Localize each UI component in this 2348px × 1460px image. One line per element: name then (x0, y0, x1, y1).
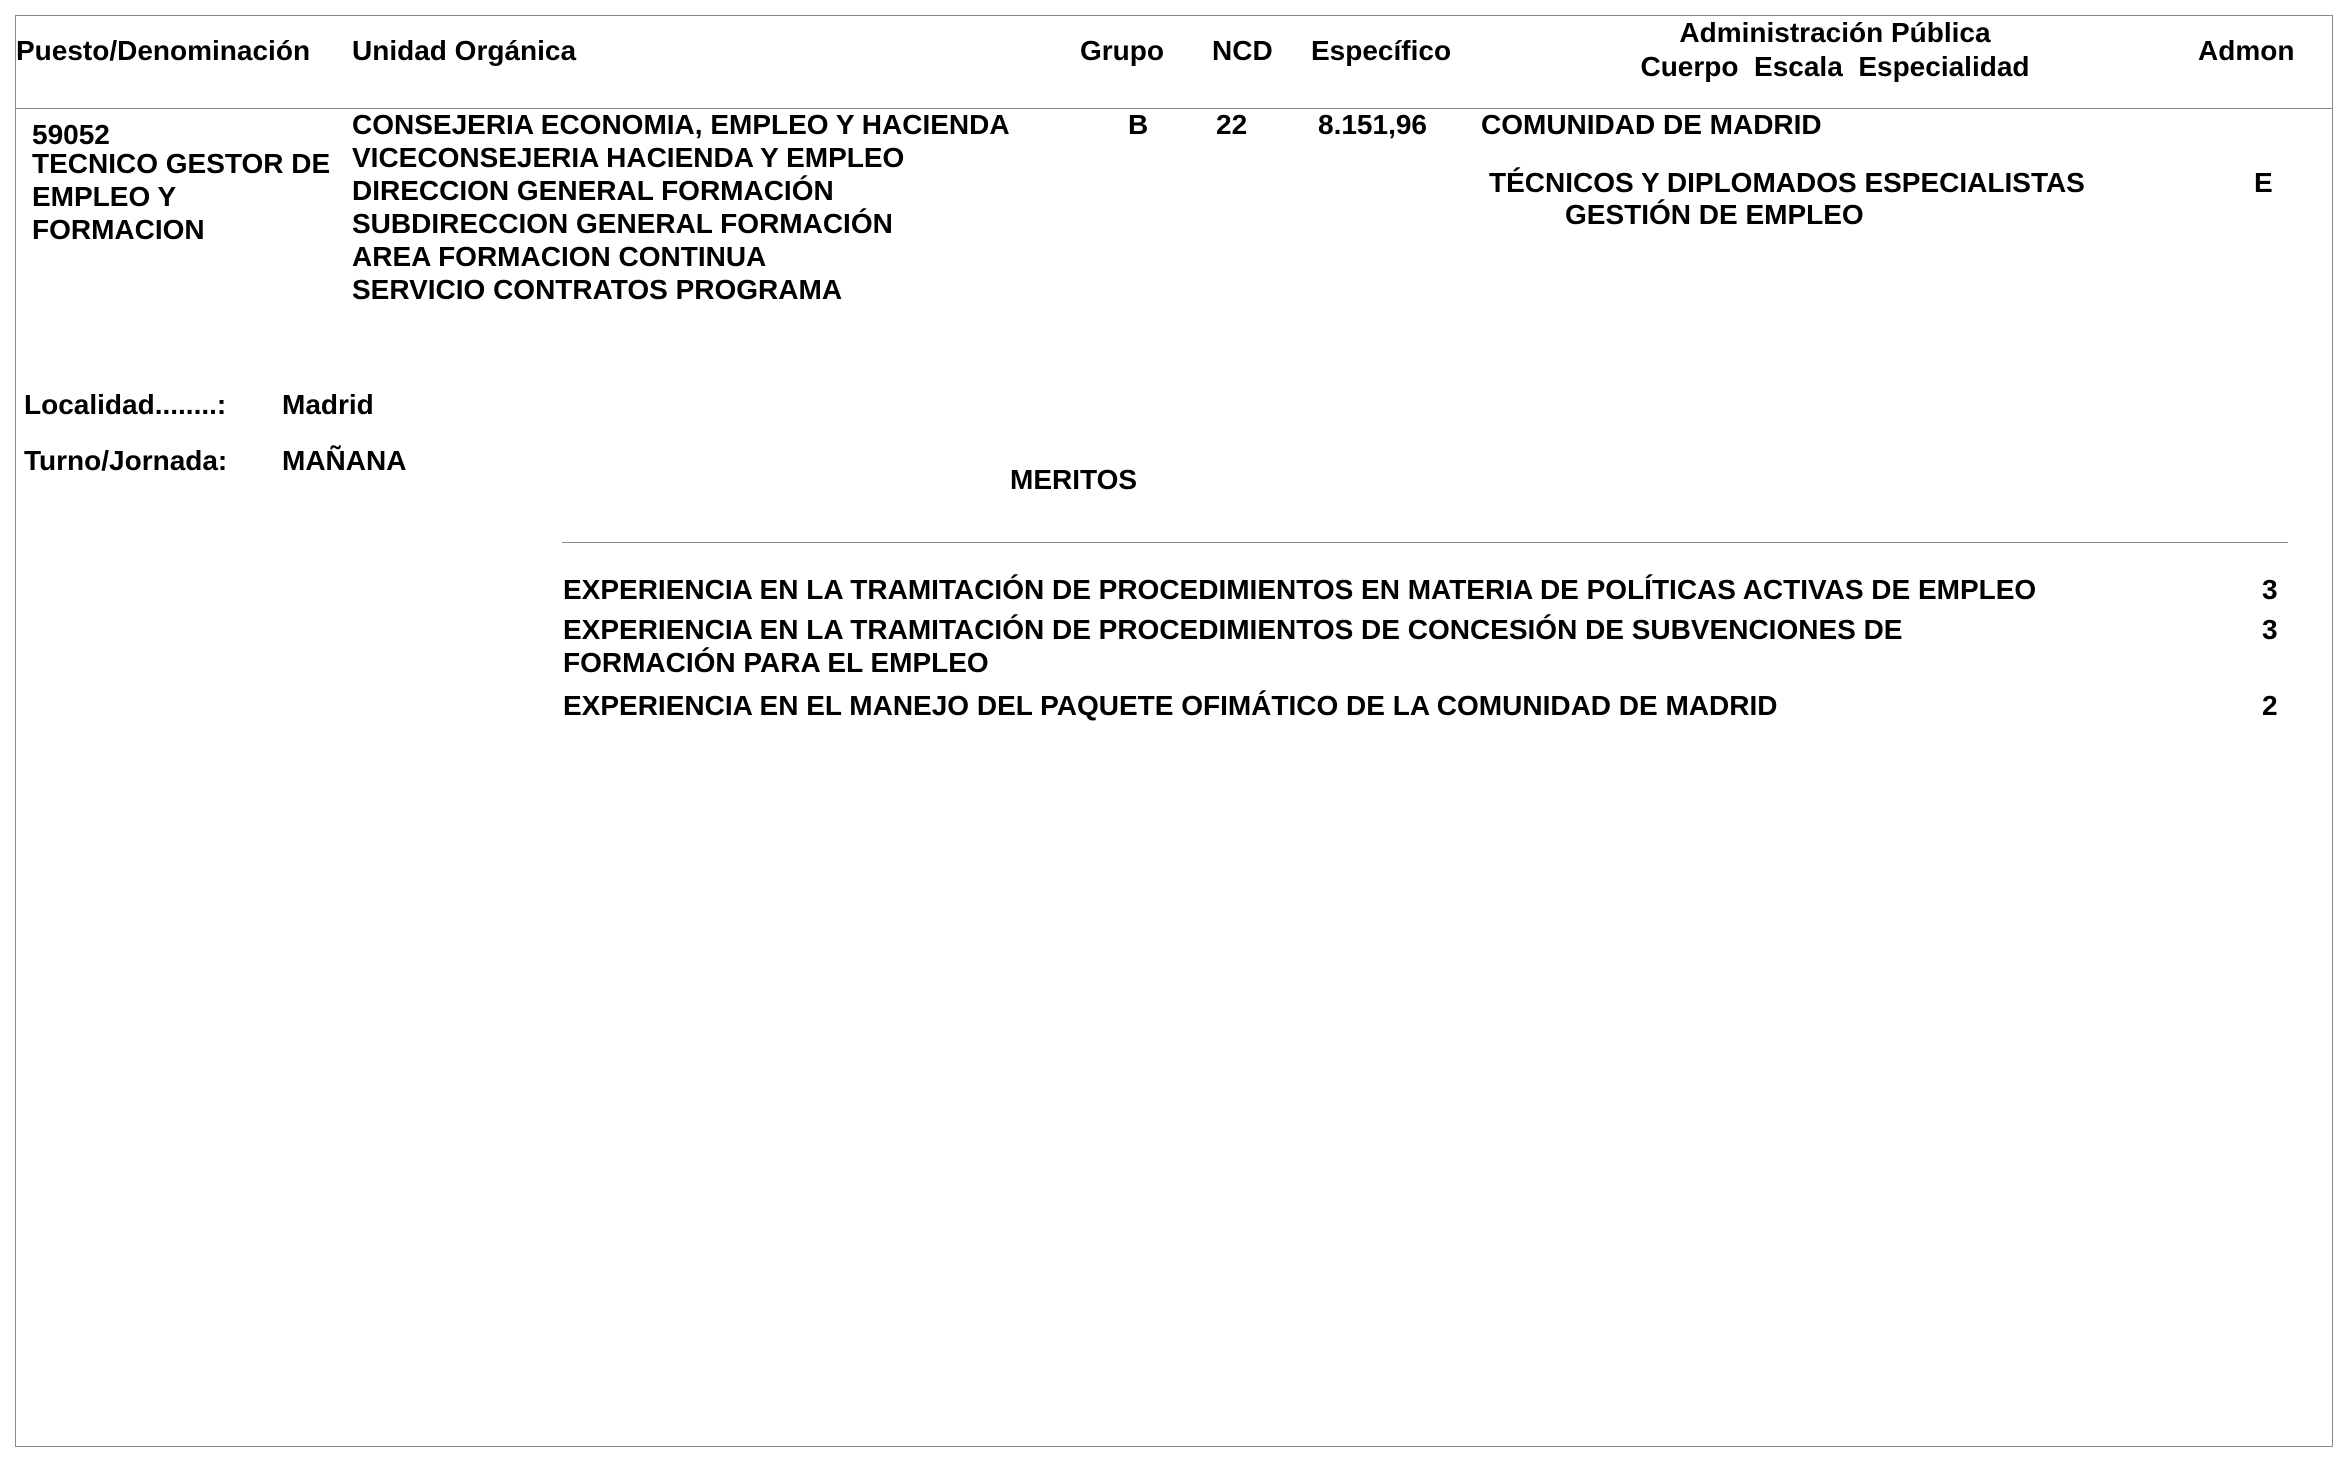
header-admin-publica: Administración Pública (1679, 17, 1991, 48)
header-especifico: Específico (1311, 35, 1452, 66)
denominacion-line: TECNICO GESTOR DE (32, 148, 331, 179)
localidad-label: Localidad........: (24, 389, 227, 420)
especialidad-value: GESTIÓN DE EMPLEO (1565, 199, 1864, 230)
unidad-line: VICECONSEJERIA HACIENDA Y EMPLEO (352, 142, 905, 173)
merito-item: EXPERIENCIA EN LA TRAMITACIÓN DE PROCEDIMIENTOS EN MATERIA DE POLÍTICAS ACTIVAS DE EMPLEO (563, 574, 2037, 605)
administracion-value: COMUNIDAD DE MADRID (1481, 109, 1822, 140)
turno-value: MAÑANA (282, 445, 407, 476)
merito-points: 3 (2262, 614, 2278, 645)
denominacion-line: FORMACION (32, 214, 205, 245)
merito-item: EXPERIENCIA EN EL MANEJO DEL PAQUETE OFIMÁTICO DE LA COMUNIDAD DE MADRID (563, 690, 1778, 721)
unidad-line: DIRECCION GENERAL FORMACIÓN (352, 175, 834, 206)
unidad-line: CONSEJERIA ECONOMIA, EMPLEO Y HACIENDA (352, 109, 1010, 140)
unidad-organica (352, 108, 1010, 306)
ncd-value: 22 (1216, 109, 1248, 140)
header-ncd: NCD (1212, 35, 1273, 66)
header-cuerpo-escala: Cuerpo Escala Especialidad (1640, 51, 2030, 82)
header-grupo: Grupo (1080, 35, 1164, 66)
especifico-value: 8.151,96 (1318, 109, 1427, 140)
admon-value: E (2254, 167, 2273, 198)
meritos-divider (562, 542, 2288, 543)
puesto-codigo: 59052 (32, 119, 110, 150)
merito-line: FORMACIÓN PARA EL EMPLEO (563, 647, 989, 678)
merito-line: EXPERIENCIA EN LA TRAMITACIÓN DE PROCEDIMIENTOS DE CONCESIÓN DE SUBVENCIONES DE (563, 614, 1903, 645)
merito-points: 2 (2262, 690, 2278, 721)
unidad-line: SERVICIO CONTRATOS PROGRAMA (352, 274, 843, 305)
merito-points: 3 (2262, 574, 2278, 605)
unidad-line: AREA FORMACION CONTINUA (352, 241, 767, 272)
merito-item (563, 613, 1902, 679)
denominacion-line: EMPLEO Y (32, 181, 177, 212)
grupo-value: B (1128, 109, 1149, 140)
header-puesto: Puesto/Denominación (16, 35, 311, 66)
header-admon: Admon (2198, 35, 2295, 66)
localidad-value: Madrid (282, 389, 374, 420)
puesto-denominacion (32, 147, 330, 246)
cuerpo-value: TÉCNICOS Y DIPLOMADOS ESPECIALISTAS (1489, 167, 2085, 198)
unidad-line: SUBDIRECCION GENERAL FORMACIÓN (352, 208, 893, 239)
header-unidad: Unidad Orgánica (352, 35, 577, 66)
meritos-title: MERITOS (1010, 464, 1138, 495)
turno-label: Turno/Jornada: (24, 445, 228, 476)
